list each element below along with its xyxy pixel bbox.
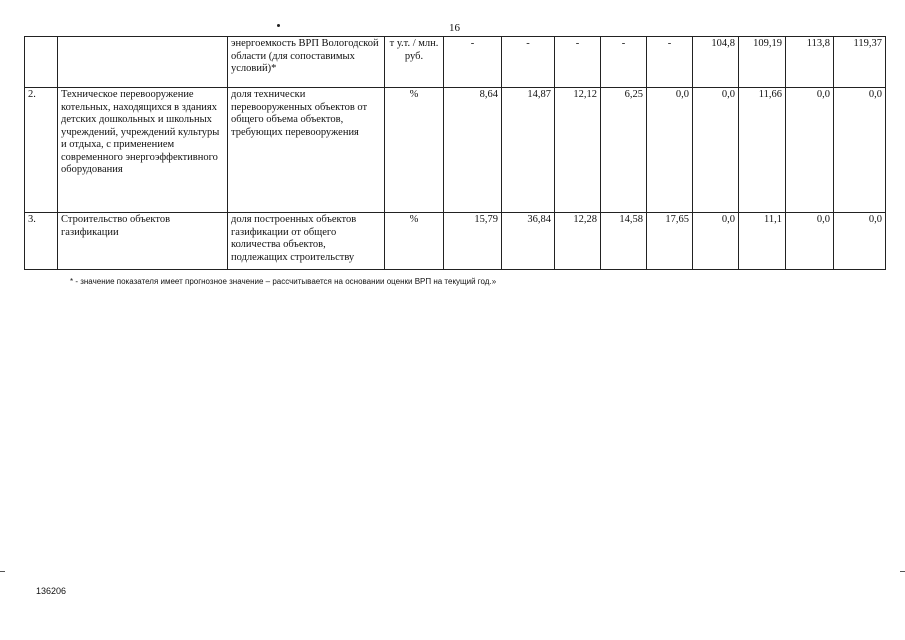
event-cell: Строительство объектов газификации <box>58 213 228 270</box>
value-cell: - <box>647 37 693 88</box>
value-cell: - <box>444 37 502 88</box>
value-cell: - <box>555 37 601 88</box>
unit-cell: % <box>385 213 444 270</box>
row-number: 3. <box>25 213 58 270</box>
event-cell <box>58 37 228 88</box>
value-cell: 14,87 <box>502 88 555 213</box>
table-row <box>25 213 886 270</box>
indicators-table <box>24 36 886 270</box>
value-cell: 11,1 <box>739 213 786 270</box>
value-cell: 12,12 <box>555 88 601 213</box>
value-cell: 36,84 <box>502 213 555 270</box>
value-cell: - <box>502 37 555 88</box>
value-cell: 0,0 <box>786 213 834 270</box>
edge-mark-left <box>0 571 5 572</box>
table-row <box>25 88 886 213</box>
value-cell: 113,8 <box>786 37 834 88</box>
event-cell: Техническое перевооружение котельных, находящихся в зданиях детских дошкольных и школьных учреждений, учреждений культуры и отдыха, с применением современного энергоэффективного оборудования <box>58 88 228 213</box>
value-cell: 15,79 <box>444 213 502 270</box>
value-cell: 119,37 <box>834 37 886 88</box>
value-cell: 0,0 <box>693 213 739 270</box>
row-number: 2. <box>25 88 58 213</box>
value-cell: 17,65 <box>647 213 693 270</box>
row-number <box>25 37 58 88</box>
indicator-cell: доля построенных объектов газификации от общего количества объектов, подлежащих строительству <box>228 213 385 270</box>
edge-mark-right <box>900 571 905 572</box>
table-row <box>25 37 886 88</box>
indicator-cell: доля технически перевооруженных объектов от общего объема объектов, требующих перевооружения <box>228 88 385 213</box>
value-cell: 0,0 <box>834 213 886 270</box>
footnote: * - значение показателя имеет прогнозное значение – рассчитывается на основании оценки ВРП на текущий год.» <box>70 277 497 286</box>
value-cell: 11,66 <box>739 88 786 213</box>
value-cell: 6,25 <box>601 88 647 213</box>
unit-cell: % <box>385 88 444 213</box>
value-cell: - <box>601 37 647 88</box>
indicator-cell: энергоемкость ВРП Вологодской области (для сопоставимых условий)* <box>228 37 385 88</box>
value-cell: 0,0 <box>693 88 739 213</box>
page-number: 16 <box>449 22 460 34</box>
value-cell: 12,28 <box>555 213 601 270</box>
value-cell: 109,19 <box>739 37 786 88</box>
value-cell: 14,58 <box>601 213 647 270</box>
value-cell: 8,64 <box>444 88 502 213</box>
document-code: 136206 <box>36 586 67 596</box>
value-cell: 0,0 <box>786 88 834 213</box>
value-cell: 104,8 <box>693 37 739 88</box>
unit-cell: т у.т. / млн. руб. <box>385 37 444 88</box>
value-cell: 0,0 <box>647 88 693 213</box>
scan-dot <box>277 24 280 27</box>
value-cell: 0,0 <box>834 88 886 213</box>
